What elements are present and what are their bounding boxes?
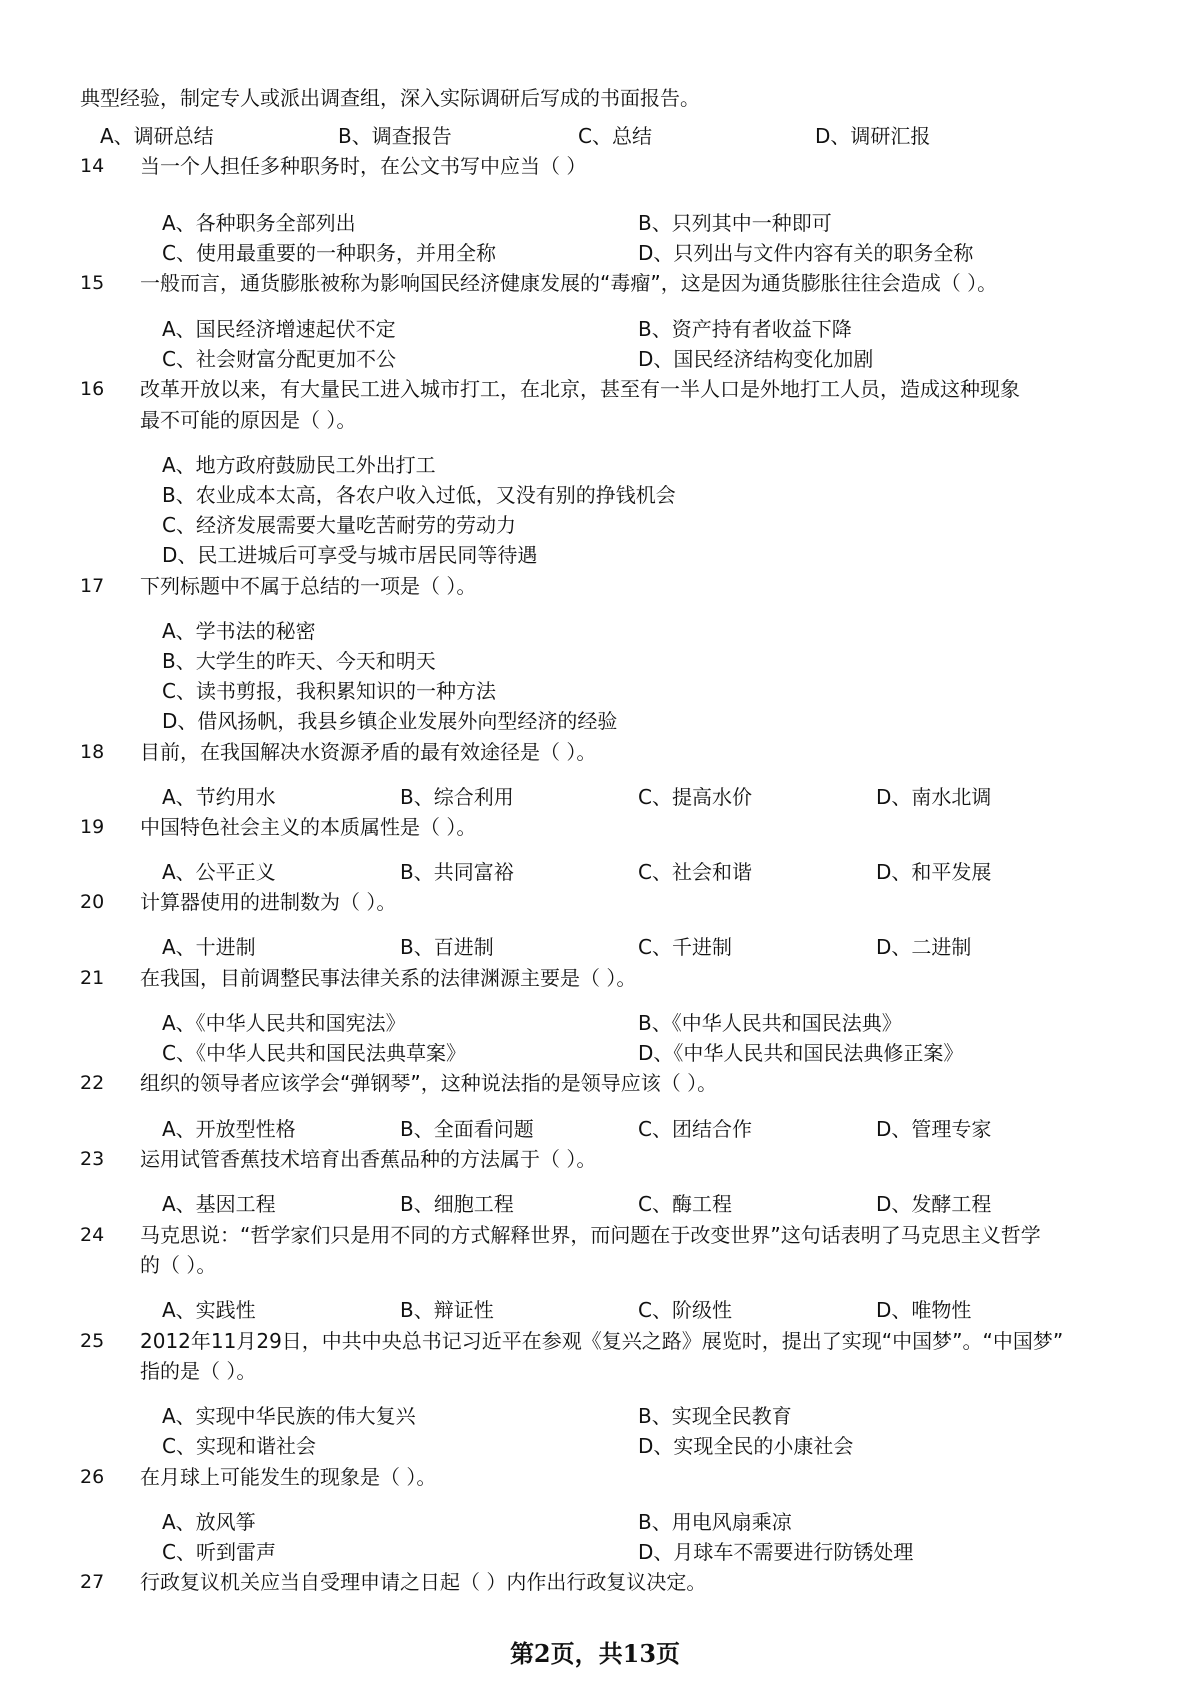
intro-option-c: C、总结 bbox=[578, 124, 652, 148]
option-d: D、和平发展 bbox=[876, 860, 992, 884]
question-number: 20 bbox=[80, 891, 105, 913]
option-d: D、唯物性 bbox=[876, 1298, 972, 1322]
option-c: C、阶级性 bbox=[638, 1298, 732, 1322]
option-c: C、酶工程 bbox=[638, 1192, 732, 1216]
option-a: A、国民经济增速起伏不定 bbox=[162, 317, 396, 341]
option-c: C、经济发展需要大量吃苦耐劳的劳动力 bbox=[162, 513, 516, 537]
option-d: D、《中华人民共和国民法典修正案》 bbox=[638, 1041, 964, 1065]
question-number: 19 bbox=[80, 816, 105, 838]
question-stem: 2012年11月29日，中共中央总书记习近平在参观《复兴之路》展览时，提出了实现“中国梦”。“中国梦” bbox=[140, 1329, 1064, 1353]
question-stem-line2: 的（ ）。 bbox=[140, 1253, 217, 1277]
intro-option-a: A、调研总结 bbox=[100, 124, 214, 148]
option-b: B、《中华人民共和国民法典》 bbox=[638, 1011, 902, 1035]
question-number: 21 bbox=[80, 967, 105, 989]
question-number: 17 bbox=[80, 575, 105, 597]
question-number: 14 bbox=[80, 155, 105, 177]
option-d: D、南水北调 bbox=[876, 785, 992, 809]
question-stem: 运用试管香蕉技术培育出香蕉品种的方法属于（ ）。 bbox=[140, 1147, 597, 1171]
option-a: A、地方政府鼓励民工外出打工 bbox=[162, 453, 436, 477]
option-c: C、《中华人民共和国民法典草案》 bbox=[162, 1041, 466, 1065]
option-a: A、实践性 bbox=[162, 1298, 256, 1322]
option-a: A、开放型性格 bbox=[162, 1117, 296, 1141]
question-number: 22 bbox=[80, 1072, 105, 1094]
question-stem: 在我国，目前调整民事法律关系的法律渊源主要是（ ）。 bbox=[140, 966, 637, 990]
question-number: 27 bbox=[80, 1571, 105, 1593]
option-b: B、大学生的昨天、今天和明天 bbox=[162, 649, 436, 673]
option-c: C、千进制 bbox=[638, 935, 732, 959]
option-d: D、民工进城后可享受与城市居民同等待遇 bbox=[162, 543, 538, 567]
question-number: 16 bbox=[80, 378, 105, 400]
option-c: C、团结合作 bbox=[638, 1117, 752, 1141]
option-a: A、《中华人民共和国宪法》 bbox=[162, 1011, 406, 1035]
option-a: A、实现中华民族的伟大复兴 bbox=[162, 1404, 416, 1428]
option-b: B、百进制 bbox=[400, 935, 494, 959]
option-a: A、节约用水 bbox=[162, 785, 276, 809]
option-c: C、社会财富分配更加不公 bbox=[162, 347, 396, 371]
intro-text: 典型经验，制定专人或派出调查组，深入实际调研后写成的书面报告。 bbox=[80, 86, 700, 110]
option-b: B、只列其中一种即可 bbox=[638, 211, 832, 235]
question-number: 24 bbox=[80, 1224, 105, 1246]
option-a: A、公平正义 bbox=[162, 860, 276, 884]
option-a: A、放风筝 bbox=[162, 1510, 256, 1534]
option-b: B、农业成本太高，各农户收入过低，又没有别的挣钱机会 bbox=[162, 483, 676, 507]
question-number: 23 bbox=[80, 1148, 105, 1170]
option-c: C、实现和谐社会 bbox=[162, 1434, 316, 1458]
question-stem: 计算器使用的进制数为（ ）。 bbox=[140, 890, 397, 914]
question-stem: 马克思说：“哲学家们只是用不同的方式解释世界，而问题在于改变世界”这句话表明了马克思主义哲学 bbox=[140, 1223, 1041, 1247]
option-c: C、听到雷声 bbox=[162, 1540, 276, 1564]
option-b: B、综合利用 bbox=[400, 785, 514, 809]
option-d: D、只列出与文件内容有关的职务全称 bbox=[638, 241, 974, 265]
question-number: 26 bbox=[80, 1466, 105, 1488]
option-d: D、二进制 bbox=[876, 935, 972, 959]
option-b: B、全面看问题 bbox=[400, 1117, 534, 1141]
question-stem: 一般而言，通货膨胀被称为影响国民经济健康发展的“毒瘤”，这是因为通货膨胀往往会造成（ ）。 bbox=[140, 271, 998, 295]
option-c: C、提高水价 bbox=[638, 785, 752, 809]
option-b: B、共同富裕 bbox=[400, 860, 514, 884]
option-d: D、发酵工程 bbox=[876, 1192, 992, 1216]
question-stem: 组织的领导者应该学会“弹钢琴”，这种说法指的是领导应该（ ）。 bbox=[140, 1071, 718, 1095]
option-b: B、辩证性 bbox=[400, 1298, 494, 1322]
option-c: C、社会和谐 bbox=[638, 860, 752, 884]
question-stem: 目前，在我国解决水资源矛盾的最有效途径是（ ）。 bbox=[140, 740, 597, 764]
option-a: A、基因工程 bbox=[162, 1192, 276, 1216]
option-b: B、用电风扇乘凉 bbox=[638, 1510, 792, 1534]
option-d: D、借风扬帆，我县乡镇企业发展外向型经济的经验 bbox=[162, 709, 618, 733]
page-footer: 第2页，共13页 bbox=[509, 1639, 681, 1668]
question-stem: 在月球上可能发生的现象是（ ）。 bbox=[140, 1465, 437, 1489]
question-stem: 当一个人担任多种职务时，在公文书写中应当（ ） bbox=[140, 154, 587, 178]
question-stem: 中国特色社会主义的本质属性是（ ）。 bbox=[140, 815, 477, 839]
question-number: 25 bbox=[80, 1330, 105, 1352]
option-d: D、管理专家 bbox=[876, 1117, 992, 1141]
option-b: B、资产持有者收益下降 bbox=[638, 317, 852, 341]
question-number: 18 bbox=[80, 741, 105, 763]
question-stem-line2: 指的是（ ）。 bbox=[140, 1359, 257, 1383]
question-stem-line2: 最不可能的原因是（ ）。 bbox=[140, 408, 357, 432]
option-b: B、细胞工程 bbox=[400, 1192, 514, 1216]
option-d: D、国民经济结构变化加剧 bbox=[638, 347, 874, 371]
question-stem: 行政复议机关应当自受理申请之日起（ ）内作出行政复议决定。 bbox=[140, 1570, 707, 1594]
question-stem: 下列标题中不属于总结的一项是（ ）。 bbox=[140, 574, 477, 598]
option-a: A、各种职务全部列出 bbox=[162, 211, 356, 235]
intro-option-d: D、调研汇报 bbox=[815, 124, 931, 148]
question-stem: 改革开放以来，有大量民工进入城市打工，在北京，甚至有一半人口是外地打工人员，造成这种现象 bbox=[140, 377, 1020, 401]
option-c: C、读书剪报，我积累知识的一种方法 bbox=[162, 679, 496, 703]
option-c: C、使用最重要的一种职务，并用全称 bbox=[162, 241, 496, 265]
intro-option-b: B、调查报告 bbox=[338, 124, 452, 148]
option-a: A、十进制 bbox=[162, 935, 256, 959]
option-b: B、实现全民教育 bbox=[638, 1404, 792, 1428]
option-d: D、月球车不需要进行防锈处理 bbox=[638, 1540, 914, 1564]
option-a: A、学书法的秘密 bbox=[162, 619, 316, 643]
question-number: 15 bbox=[80, 272, 105, 294]
option-d: D、实现全民的小康社会 bbox=[638, 1434, 854, 1458]
